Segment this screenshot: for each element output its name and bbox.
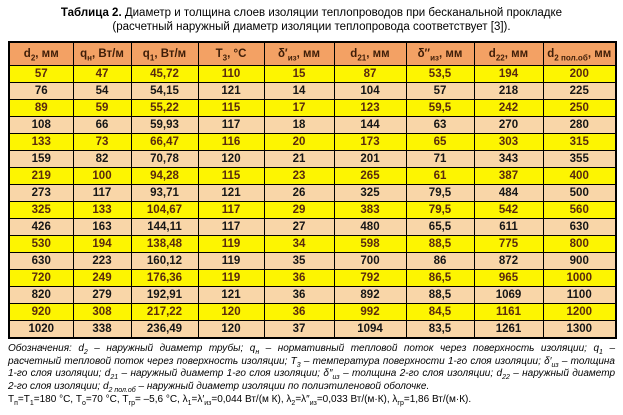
table-cell: 119 — [198, 253, 264, 270]
table-cell: 965 — [474, 270, 543, 287]
column-header: $q_1$, Вт/м — [131, 42, 198, 66]
table-cell: 117 — [198, 219, 264, 236]
table-cell: 88,5 — [406, 287, 474, 304]
table-cell: 29 — [264, 202, 334, 219]
table-cell: 133 — [73, 202, 131, 219]
table-row — [9, 287, 616, 304]
table-cell: 120 — [198, 151, 264, 168]
table-cell: 1300 — [543, 321, 616, 339]
table-cell: 59,5 — [406, 100, 474, 117]
table-cell: 20 — [264, 134, 334, 151]
table-cell: 61 — [406, 168, 474, 185]
table-cell: 144,11 — [131, 219, 198, 236]
table-cell: 79,5 — [406, 202, 474, 219]
table-row — [9, 66, 616, 83]
table-cell: 117 — [198, 202, 264, 219]
table-cell: 598 — [334, 236, 406, 253]
table-cell: 217,22 — [131, 304, 198, 321]
table-row — [9, 304, 616, 321]
table-cell: 100 — [73, 168, 131, 185]
table-cell: 542 — [474, 202, 543, 219]
table-cell: 200 — [543, 66, 616, 83]
table-cell: 120 — [198, 304, 264, 321]
table-row — [9, 168, 616, 185]
table-cell: 242 — [474, 100, 543, 117]
table-cell: 117 — [198, 117, 264, 134]
table-cell: 82 — [73, 151, 131, 168]
table-cell: 355 — [543, 151, 616, 168]
table-cell: 104 — [334, 83, 406, 100]
table-cell: 115 — [198, 100, 264, 117]
table-cell: 36 — [264, 287, 334, 304]
column-header: $\delta'_{из}$, мм — [264, 42, 334, 66]
table-cell: 225 — [543, 83, 616, 100]
table-cell: 1094 — [334, 321, 406, 339]
table-cell: 223 — [73, 253, 131, 270]
table-cell: 387 — [474, 168, 543, 185]
table-row — [9, 117, 616, 134]
table-cell: 611 — [474, 219, 543, 236]
table-cell: 93,71 — [131, 185, 198, 202]
table-cell: 201 — [334, 151, 406, 168]
table-cell: 500 — [543, 185, 616, 202]
table-cell: 308 — [73, 304, 131, 321]
table-cell: 89 — [9, 100, 73, 117]
table-cell: 110 — [198, 66, 264, 83]
column-header: $d_{22}$, мм — [474, 42, 543, 66]
table-row — [9, 219, 616, 236]
table-cell: 65,5 — [406, 219, 474, 236]
table-cell: 57 — [406, 83, 474, 100]
table-cell: 630 — [543, 219, 616, 236]
table-cell: 66,47 — [131, 134, 198, 151]
table-cell: 104,67 — [131, 202, 198, 219]
table-cell: 194 — [474, 66, 543, 83]
table-cell: 250 — [543, 100, 616, 117]
table-title — [8, 7, 615, 34]
table-cell: 338 — [73, 321, 131, 339]
table-cell: 119 — [198, 270, 264, 287]
table-cell: 303 — [474, 134, 543, 151]
table-cell: 54 — [73, 83, 131, 100]
table-cell: 892 — [334, 287, 406, 304]
table-head — [9, 42, 616, 66]
table-cell: 121 — [198, 185, 264, 202]
table-cell: 400 — [543, 168, 616, 185]
table-cell: 218 — [474, 83, 543, 100]
table-cell: 94,28 — [131, 168, 198, 185]
table-cell: 120 — [198, 321, 264, 339]
table-cell: 484 — [474, 185, 543, 202]
header-row — [9, 42, 616, 66]
table-cell: 27 — [264, 219, 334, 236]
table-cell: 123 — [334, 100, 406, 117]
table-cell: 76 — [9, 83, 73, 100]
table-row — [9, 134, 616, 151]
table-cell: 35 — [264, 253, 334, 270]
table-cell: 47 — [73, 66, 131, 83]
table-cell: 87 — [334, 66, 406, 83]
table-cell: 700 — [334, 253, 406, 270]
table-cell: 86,5 — [406, 270, 474, 287]
table-cell: 920 — [9, 304, 73, 321]
table-cell: 115 — [198, 168, 264, 185]
table-cell: 63 — [406, 117, 474, 134]
table-row — [9, 253, 616, 270]
table-cell: 163 — [73, 219, 131, 236]
table-cell: 160,12 — [131, 253, 198, 270]
table-row — [9, 83, 616, 100]
column-header: $d_{21}$, мм — [334, 42, 406, 66]
table-cell: 279 — [73, 287, 131, 304]
table-cell: 18 — [264, 117, 334, 134]
table-cell: 108 — [9, 117, 73, 134]
table-cell: 775 — [474, 236, 543, 253]
table-cell: 86 — [406, 253, 474, 270]
table-cell: 325 — [334, 185, 406, 202]
insulation-table — [8, 41, 617, 339]
column-header: $Т_3$, °С — [198, 42, 264, 66]
table-cell: 265 — [334, 168, 406, 185]
table-cell: 280 — [543, 117, 616, 134]
table-cell: 26 — [264, 185, 334, 202]
table-cell: 1020 — [9, 321, 73, 339]
table-cell: 21 — [264, 151, 334, 168]
table-cell: 144 — [334, 117, 406, 134]
table-row — [9, 202, 616, 219]
table-cell: 820 — [9, 287, 73, 304]
table-title-label: Таблица 2. — [60, 7, 122, 19]
table-cell: 315 — [543, 134, 616, 151]
table-cell: 65 — [406, 134, 474, 151]
table-cell: 34 — [264, 236, 334, 253]
legend-footnote: Обозначения: $d_2$ – наружный диаметр трубы; $q_н$ – нормативный тепловой поток через поверхность изоляции; $q_1$ – расчетный тепловой поток через поверхность изоляции; $Т_3$ – температура поверхности 1-го слоя изоляции; $\delta'_{из}$ – толщина 1-го слоя изоляции; $d_{21}$ – наружный диаметр 1-го слоя изоляции; $\delta''_{из}$ – толщина 2-го слоя изоляции; $d_{22}$ – наружный диаметр 2-го слоя изоляции; $d_{2 пол.об}$ – наружный диаметр изоляции по полиэтиленовой оболочке. — [8, 343, 616, 394]
table-body — [9, 66, 616, 339]
table-cell: 36 — [264, 304, 334, 321]
table-cell: 59,93 — [131, 117, 198, 134]
table-row — [9, 100, 616, 117]
table-cell: 88,5 — [406, 236, 474, 253]
table-cell: 325 — [9, 202, 73, 219]
table-cell: 59 — [73, 100, 131, 117]
table-cell: 792 — [334, 270, 406, 287]
column-header: $q_н$, Вт/м — [73, 42, 131, 66]
column-header: $d_2$, мм — [9, 42, 73, 66]
table-cell: 45,72 — [131, 66, 198, 83]
table-cell: 560 — [543, 202, 616, 219]
table-cell: 249 — [73, 270, 131, 287]
table-cell: 720 — [9, 270, 73, 287]
table-cell: 133 — [9, 134, 73, 151]
table-row — [9, 236, 616, 253]
table-cell: 273 — [9, 185, 73, 202]
table-cell: 1100 — [543, 287, 616, 304]
table-cell: 83,5 — [406, 321, 474, 339]
table-cell: 37 — [264, 321, 334, 339]
table-row — [9, 185, 616, 202]
column-header: $d_{2 пол.об}$, мм — [543, 42, 616, 66]
table-cell: 530 — [9, 236, 73, 253]
table-cell: 1000 — [543, 270, 616, 287]
table-cell: 236,49 — [131, 321, 198, 339]
table-cell: 480 — [334, 219, 406, 236]
table-cell: 343 — [474, 151, 543, 168]
table-cell: 17 — [264, 100, 334, 117]
table-cell: 800 — [543, 236, 616, 253]
table-cell: 117 — [73, 185, 131, 202]
table-cell: 1200 — [543, 304, 616, 321]
table-cell: 426 — [9, 219, 73, 236]
table-title-text: Диаметр и толщина слоев изоляции теплопроводов при бесканальной прокладке — [124, 7, 563, 19]
table-cell: 219 — [9, 168, 73, 185]
table-cell: 116 — [198, 134, 264, 151]
table-row — [9, 321, 616, 339]
table-cell: 121 — [198, 83, 264, 100]
table-cell: 54,15 — [131, 83, 198, 100]
table-cell: 173 — [334, 134, 406, 151]
table-row — [9, 151, 616, 168]
table-cell: 55,22 — [131, 100, 198, 117]
table-cell: 176,36 — [131, 270, 198, 287]
table-cell: 194 — [73, 236, 131, 253]
table-cell: 138,48 — [131, 236, 198, 253]
table-cell: 1069 — [474, 287, 543, 304]
table-cell: 192,91 — [131, 287, 198, 304]
table-cell: 53,5 — [406, 66, 474, 83]
table-cell: 630 — [9, 253, 73, 270]
table-title-line1 — [8, 7, 615, 21]
table-cell: 79,5 — [406, 185, 474, 202]
table-cell: 57 — [9, 66, 73, 83]
table-cell: 71 — [406, 151, 474, 168]
table-title-line2: (расчетный наружный диаметр изоляции теплопровода соответствует [3]). — [112, 20, 511, 33]
table-cell: 23 — [264, 168, 334, 185]
table-cell: 36 — [264, 270, 334, 287]
table-cell: 119 — [198, 236, 264, 253]
table-cell: 872 — [474, 253, 543, 270]
table-cell: 73 — [73, 134, 131, 151]
table-cell: 992 — [334, 304, 406, 321]
conditions-footnote: $Т_п=Т_1=180$ °С, $Т_о=70$ °С, $Т_{гр}= -5,6$ °С, $\lambda_1=\lambda'_{из}=0,044$ Вт/(м К), $\lambda_2=\lambda''_{из}=0,033$ Вт/(м·К), $\lambda_{гр}=1,86$ Вт/(м·К). — [8, 394, 472, 407]
table-cell: 70,78 — [131, 151, 198, 168]
column-header: $\delta''_{из}$, мм — [406, 42, 474, 66]
table-cell: 1261 — [474, 321, 543, 339]
table-cell: 270 — [474, 117, 543, 134]
table-cell: 14 — [264, 83, 334, 100]
table-cell: 84,5 — [406, 304, 474, 321]
table-cell: 900 — [543, 253, 616, 270]
table-row — [9, 270, 616, 287]
table-cell: 121 — [198, 287, 264, 304]
table-cell: 66 — [73, 117, 131, 134]
table-cell: 15 — [264, 66, 334, 83]
table-cell: 383 — [334, 202, 406, 219]
table-cell: 1161 — [474, 304, 543, 321]
table-cell: 159 — [9, 151, 73, 168]
